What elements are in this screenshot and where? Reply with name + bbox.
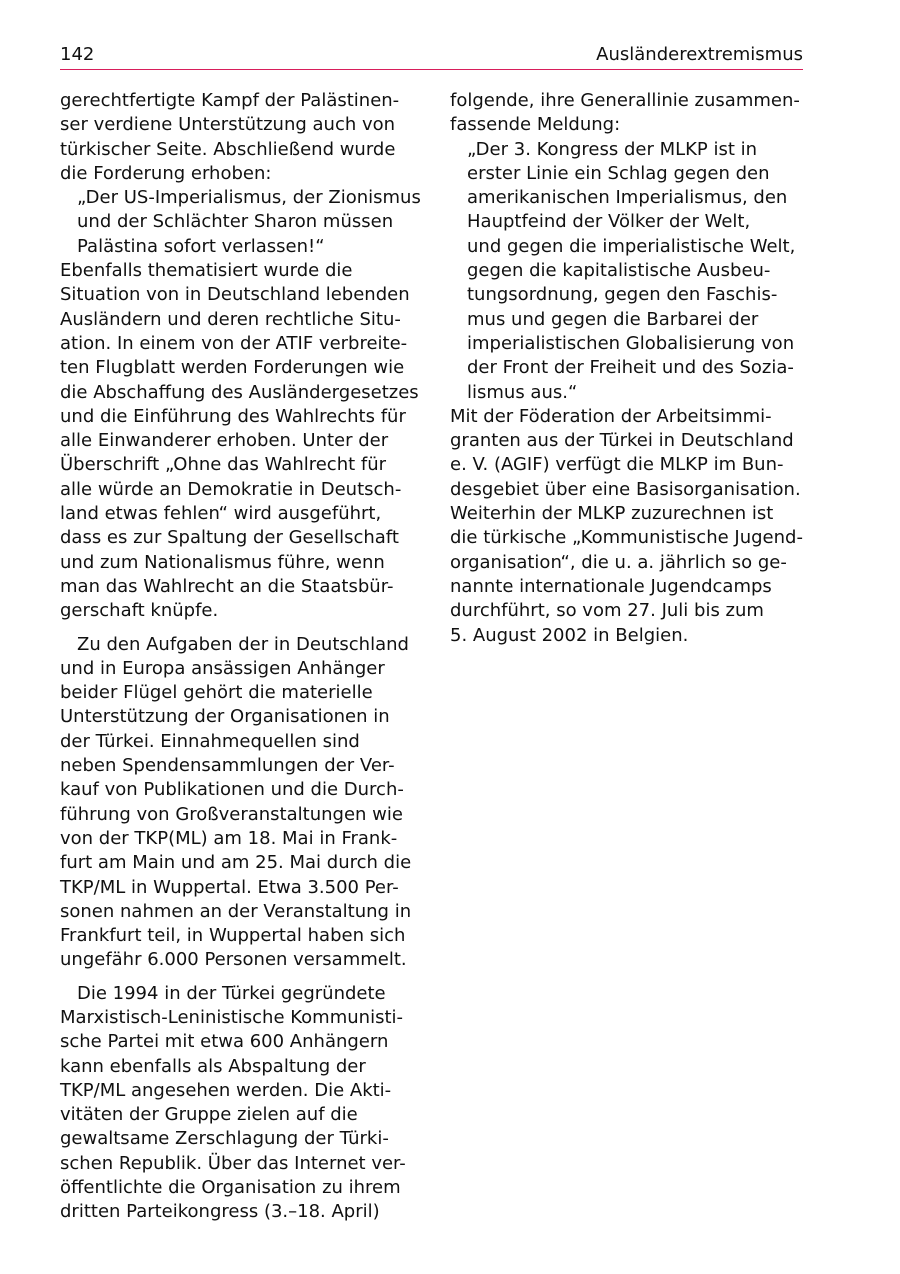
text-line: vitäten der Gruppe zielen auf die [60,1104,358,1126]
text-line: Weiterhin der MLKP zuzurechnen ist [450,503,774,525]
text-line: Ebenfalls thematisiert wurde die [60,260,353,282]
left-column [60,89,420,1225]
right-column [450,89,805,648]
text-line: land etwas fehlen“ wird ausgeführt, [60,503,382,525]
text-line: sche Partei mit etwa 600 Anhängern [60,1031,389,1053]
text-line: durchführt, so vom 27. Juli bis zum [450,600,764,622]
block-quote [450,138,805,405]
text-line: TKP/ML in Wuppertal. Etwa 3.500 Per- [60,876,399,898]
text-line: Unterstützung der Organisationen in [60,706,390,728]
paragraph [60,633,420,973]
text-line: führung von Großveranstaltungen wie [60,803,403,825]
text-line: von der TKP(ML) am 18. Mai in Frank- [60,827,398,849]
text-line: schen Republik. Über das Internet ver- [60,1152,406,1174]
quote-line: Hauptfeind der Völker der Welt, [467,211,751,233]
text-line: öffentlichte die Organisation zu ihrem [60,1177,401,1199]
paragraph [60,982,420,1225]
text-line: desgebiet über eine Basisorganisation. [450,478,801,500]
paragraph [450,89,805,138]
text-line: Mit der Föderation der Arbeitsimmi- [450,405,772,427]
text-line: ation. In einem von der ATIF verbreite- [60,332,408,354]
text-line: dass es zur Spaltung der Gesellschaft [60,527,399,549]
text-line: der Türkei. Einnahmequellen sind [60,730,360,752]
text-line: alle würde an Demokratie in Deutsch- [60,478,402,500]
quote-line: gegen die kapitalistische Ausbeu- [467,260,771,282]
quote-line: und der Schlächter Sharon müssen [77,211,394,233]
text-line: Die 1994 in der Türkei gegründete [77,982,386,1004]
text-line: die Abschaffung des Ausländergesetzes [60,381,419,403]
quote-line: tungsordnung, gegen den Faschis- [467,284,778,306]
block-quote [60,186,420,259]
quote-line: lismus aus.“ [467,381,578,403]
quote-line: amerikanischen Imperialismus, den [467,187,788,209]
paragraph [60,259,420,623]
quote-line: erster Linie ein Schlag gegen den [467,162,770,184]
text-line: und zum Nationalismus führe, wenn [60,551,385,573]
text-line: fassende Meldung: [450,114,621,136]
text-line: Überschrift „Ohne das Wahlrecht für [60,454,387,476]
paragraph [60,89,420,186]
text-line: furt am Main und am 25. Mai durch die [60,852,412,874]
text-line: kann ebenfalls als Abspaltung der [60,1055,366,1077]
text-line: gewaltsame Zerschlagung der Türki- [60,1128,389,1150]
text-line: alle Einwanderer erhoben. Unter der [60,430,389,452]
paragraph [450,405,805,648]
quote-line: der Front der Freiheit und des Sozia- [467,357,794,379]
text-line: Situation von in Deutschland lebenden [60,284,410,306]
text-line: Zu den Aufgaben der in Deutschland [77,633,409,655]
text-line: sonen nahmen an der Veranstaltung in [60,900,412,922]
text-line: beider Flügel gehört die materielle [60,682,373,704]
text-line: die Forderung erhoben: [60,162,272,184]
text-line: nannte internationale Jugendcamps [450,575,772,597]
quote-line: „Der 3. Kongress der MLKP ist in [467,138,758,160]
text-line: und die Einführung des Wahlrechts für [60,405,406,427]
text-line: organisation“, die u. a. jährlich so ge- [450,551,787,573]
quote-line: mus und gegen die Barbarei der [467,308,759,330]
text-line: gerechtfertigte Kampf der Palästinen- [60,90,400,111]
paragraph-gap [60,624,420,633]
text-line: Marxistisch-Leninistische Kommunisti- [60,1006,404,1028]
text-line: Frankfurt teil, in Wuppertal haben sich [60,925,406,947]
paragraph-gap [60,973,420,982]
text-line: neben Spendensammlungen der Ver- [60,755,395,777]
text-line: türkischer Seite. Abschließend wurde [60,138,396,160]
text-line: TKP/ML angesehen werden. Die Akti- [60,1079,392,1101]
text-line: kauf von Publikationen und die Durch- [60,779,404,801]
text-line: ser verdiene Unterstützung auch von [60,114,396,136]
text-line: e. V. (AGIF) verfügt die MLKP im Bun- [450,454,784,476]
quote-line: und gegen die imperialistische Welt, [467,235,796,257]
text-line: 5. August 2002 in Belgien. [450,624,689,646]
quote-line: „Der US-Imperialismus, der Zionismus [77,187,421,209]
text-line: granten aus der Türkei in Deutschland [450,430,794,452]
text-line: ten Flugblatt werden Forderungen wie [60,357,405,379]
text-line: gerschaft knüpfe. [60,600,219,622]
text-line: die türkische „Kommunistische Jugend- [450,527,803,549]
text-line: man das Wahlrecht an die Staatsbür- [60,575,394,597]
quote-line: imperialistischen Globalisierung von [467,332,795,354]
text-line: folgende, ihre Generallinie zusammen- [450,90,800,111]
running-title: Ausländerextremismus [596,44,803,65]
quote-line: Palästina sofort verlassen!“ [77,235,325,257]
text-line: Ausländern und deren rechtliche Situ- [60,308,401,330]
text-line: dritten Parteikongress (3.–18. April) [60,1201,380,1223]
page-number: 142 [60,44,95,65]
page-header [60,43,803,70]
text-line: und in Europa ansässigen Anhänger [60,657,385,679]
text-line: ungefähr 6.000 Personen versammelt. [60,949,407,971]
